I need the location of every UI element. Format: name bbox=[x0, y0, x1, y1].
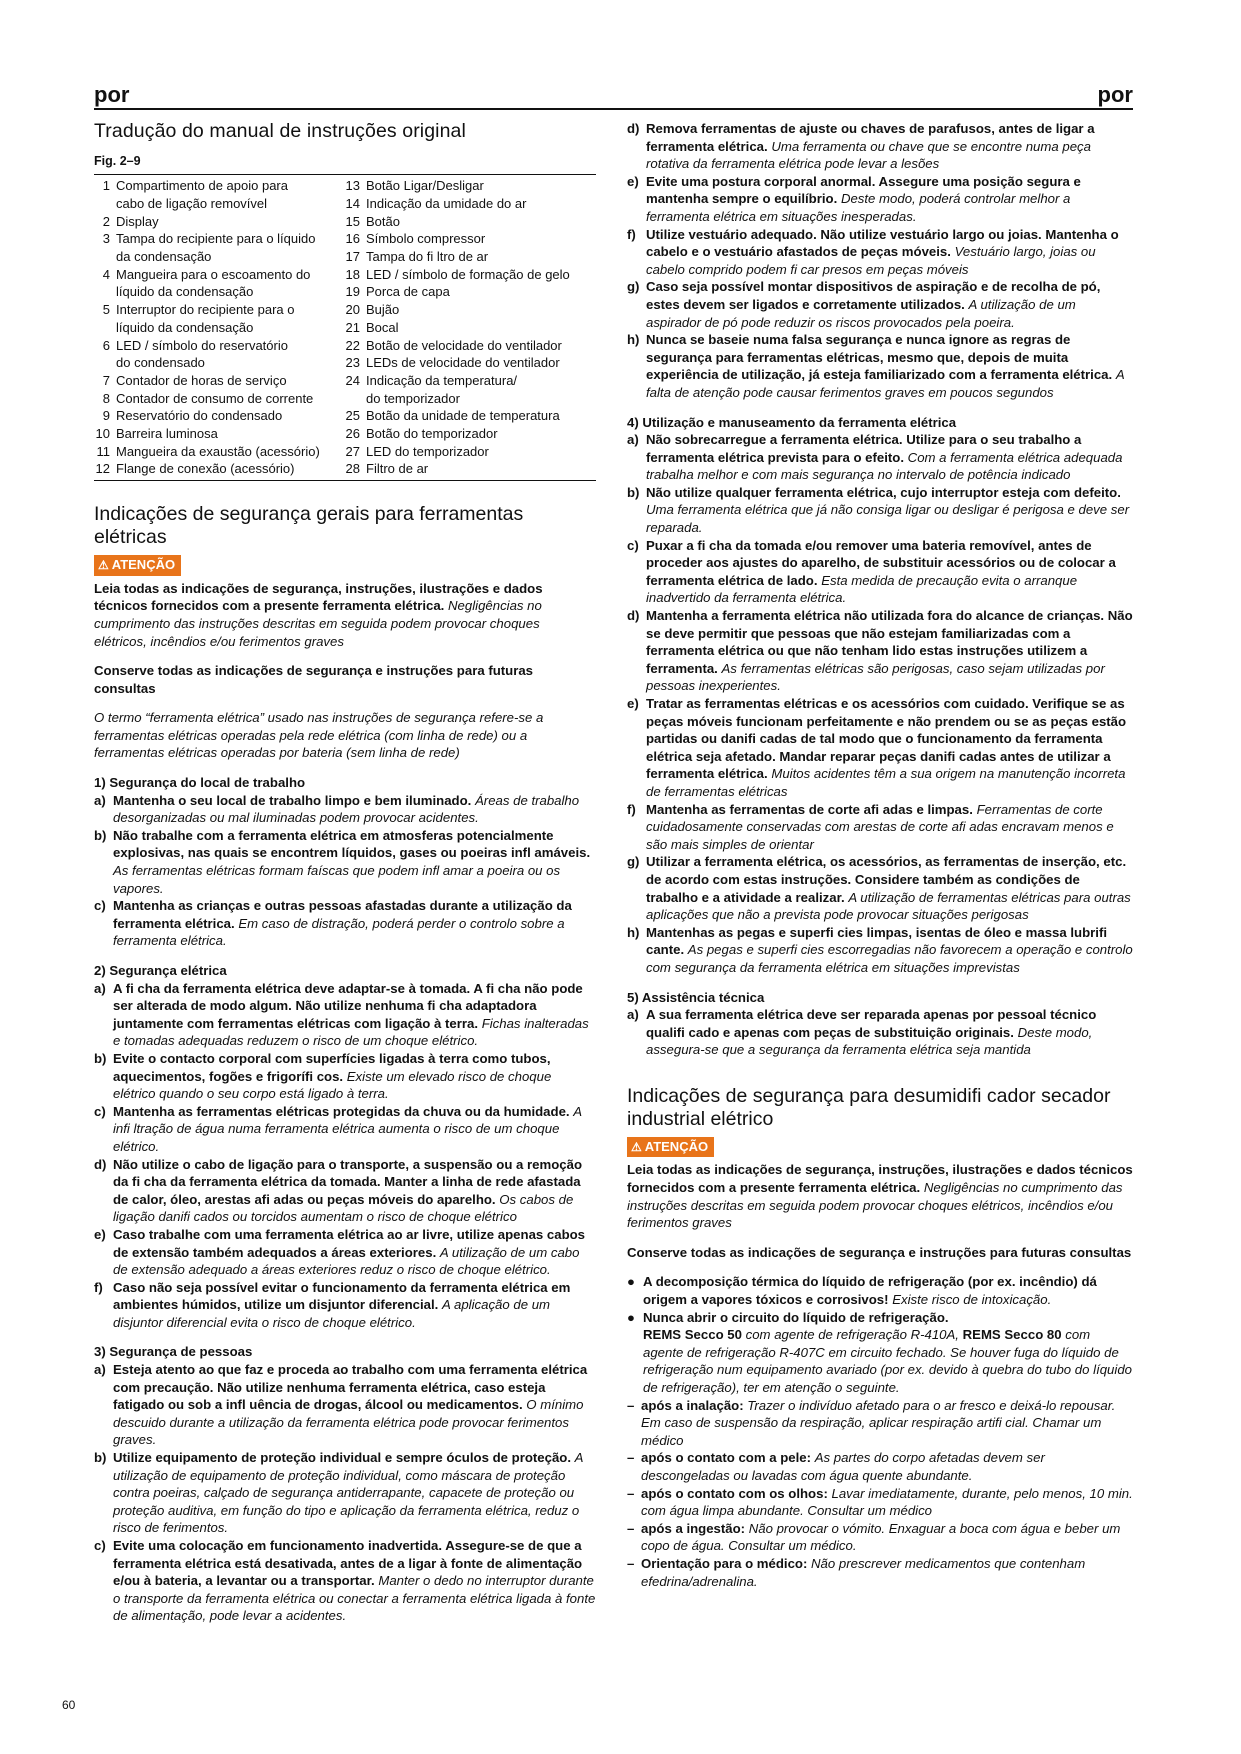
first-aid-item: – após a inalação: Trazer o indivíduo afetado para o ar fresco e deixá-lo repousar. Em caso de suspensão da respiração, aplicar respiração artifi cial. Chamar um médico bbox=[627, 1397, 1116, 1448]
figure-rule bbox=[94, 174, 596, 175]
general-term: O termo “ferramenta elétrica” usado nas instruções de segurança refere-se a ferramentas elétricas operadas pela rede elétrica (com linha de rede) ou a ferramentas elétricas operadas por bateria (sem linha de rede) bbox=[94, 710, 544, 761]
legend-row: 5 Interruptor do recipiente para o 20 Bujão bbox=[102, 302, 400, 318]
list-item: f) Caso não seja possível evitar o funcionamento da ferramenta elétrica em ambientes húmidos, utilize um disjuntor diferencial. A aplicação de um disjuntor diferencial evita o risco de choque elétrico. bbox=[94, 1279, 571, 1330]
list-item: b) Evite o contacto corporal com superfícies ligadas à terra como tubos, aquecimentos, fogões e frigorífi cos. Existe um elevado risco de choque elétrico quando o seu corpo está ligado à terra. bbox=[94, 1050, 552, 1102]
section-2-title: 2) Segurança elétrica bbox=[94, 963, 227, 979]
list-item: a) Esteja atento ao que faz e proceda ao trabalho com uma ferramenta elétrica com precaução. Não utilize nenhuma ferramenta elétrica, caso esteja fatigado ou sob a infl uência de drogas, álcool ou medicamentos. O mínimo descuido durante a utilização da ferramenta elétrica pode provocar ferimentos graves. bbox=[94, 1362, 588, 1448]
bullet-refrigerant-circuit: ● Nunca abrir o circuito do líquido de refrigeração. REMS Secco 50 com agente de refrigeração R-410A, REMS Secco 80 com agente de refrigeração R-407C em circuito fechado. Se houver fuga do líquido de refrigeração num equipamento avariado (por ex. devido à quebra do tubo do líquido de refrigeração), ter em atenção o seguinte. bbox=[627, 1309, 1132, 1395]
warning-badge: ⚠ ATENÇÃO bbox=[94, 555, 181, 576]
general-safety-heading: Indicações de segurança gerais para ferramentas elétricas bbox=[94, 503, 524, 549]
right-column bbox=[627, 120, 1133, 1590]
general-keep: Conserve todas as indicações de segurança e instruções para futuras consultas bbox=[94, 663, 534, 696]
section-5-list bbox=[627, 1006, 1133, 1059]
warning-icon: ⚠ bbox=[98, 558, 109, 573]
list-item: b) Não utilize qualquer ferramenta elétrica, cujo interruptor esteja com defeito. Uma ferramenta elétrica que já não consiga ligar ou desligar é perigosa e deve ser reparada. bbox=[627, 484, 1130, 536]
language-tag-right: por bbox=[1097, 82, 1133, 107]
page-number: 60 bbox=[62, 1698, 76, 1712]
list-item: b) Não trabalhe com a ferramenta elétrica em atmosferas potencialmente explosivas, nas quais se encontrem líquidos, gases ou poeiras infl amáveis. As ferramentas elétricas formam faíscas que podem infl amar a poeira ou os vapores. bbox=[94, 827, 591, 896]
legend-row: 10 Barreira luminosa 26 Botão do temporizador bbox=[95, 426, 498, 442]
list-item: f) Mantenha as ferramentas de corte afi adas e limpas. Ferramentas de corte cuidadosamente conservadas com arestas de corte afi adas encravam menos e são mais simples de orientar bbox=[627, 801, 1114, 852]
warning-icon: ⚠ bbox=[631, 1139, 642, 1154]
list-item: c) Puxar a fi cha da tomada e/ou remover uma bateria removível, antes de proceder aos ajustes do aparelho, de substituir acessórios ou de colocar a ferramenta elétrica de lado. Esta medida de precaução evita o arranque inadvertido da ferramenta elétrica. bbox=[627, 537, 1116, 606]
list-item: c) Mantenha as ferramentas elétricas protegidas da chuva ou da humidade. A infi ltração de água numa ferramenta elétrica aumenta o risco de um choque elétrico. bbox=[94, 1103, 582, 1154]
legend-row: 2 Display 15 Botão bbox=[102, 213, 400, 229]
left-column bbox=[94, 120, 596, 1625]
section-2-list bbox=[94, 980, 596, 1332]
list-item: g) Caso seja possível montar dispositivos de aspiração e de recolha de pó, estes devem ser ligados e corretamente utilizados. A utilização de um aspirador de pó pode reduzir os riscos provocados pela poeira. bbox=[627, 279, 1101, 330]
legend-row: 7 Contador de horas de serviço 24 Indicação da temperatura/ bbox=[102, 372, 518, 388]
header-rule bbox=[94, 108, 1133, 110]
first-aid-list bbox=[627, 1397, 1133, 1591]
warning-badge-2: ⚠ ATENÇÃO bbox=[627, 1137, 714, 1158]
list-item: f) Utilize vestuário adequado. Não utilize vestuário largo ou joias. Mantenha o cabelo e o vestuário afastados de peças móveis. Vestuário largo, joias ou cabelo comprido podem fi car presos em peças móveis bbox=[627, 226, 1119, 277]
legend-row: líquido da condensação 21 Bocal bbox=[116, 319, 399, 335]
list-item: a) A fi cha da ferramenta elétrica deve adaptar-se à tomada. A fi cha não pode ser alterada de modo algum. Não utilize nenhuma fi cha adaptadora juntamente com ferramentas elétricas com ligação à terra. Fichas inalteradas e tomadas adequadas reduzem o risco de um choque elétrico. bbox=[94, 980, 589, 1049]
list-item: d) Não utilize o cabo de ligação para o transporte, a suspensão ou a remoção da fi cha da ferramenta elétrica da tomada. Manter a linha de rede afastada de calor, óleo, arestas afi adas ou peças móveis do aparelho. Os cabos de ligação danifi cados ou torcidos aumentam o risco de choque elétrico bbox=[94, 1156, 583, 1225]
legend-row: 1 Compartimento de apoio para 13 Botão Ligar/Desligar bbox=[102, 178, 484, 194]
section-1-list bbox=[94, 792, 596, 950]
legend-row: líquido da condensação 19 Porca de capa bbox=[116, 284, 450, 300]
list-item: a) Mantenha o seu local de trabalho limpo e bem iluminado. Áreas de trabalho desorganizadas ou mal iluminadas podem provocar acidentes. bbox=[94, 792, 580, 826]
list-item: b) Utilize equipamento de proteção individual e sempre óculos de proteção. A utilização de equipamento de proteção individual, como máscara de proteção contra poeiras, calçado de segurança antiderrapante, capacete de proteção ou proteção auditiva, em função do tipo e aplicação da ferramenta elétrica, reduz o risco de ferimentos. bbox=[94, 1450, 583, 1536]
list-item: e) Caso trabalhe com uma ferramenta elétrica ao ar livre, utilize apenas cabos de extensão também adequados a áreas exteriores. A utilização de um cabo de extensão adequado a áreas exteriores reduz o risco de choque elétrico. bbox=[94, 1226, 586, 1278]
general-intro: Leia todas as indicações de segurança, instruções, ilustrações e dados técnicos fornecidos com a presente ferramenta elétrica. Negligências no cumprimento das instruções descritas em seguida podem provocar choques elétricos, incêndios e/ou ferimentos graves bbox=[94, 580, 543, 649]
page-title: Tradução do manual de instruções original bbox=[94, 120, 466, 142]
legend-row: 8 Contador de consumo de corrente do temporizador bbox=[102, 390, 460, 406]
section-1-title: 1) Segurança do local de trabalho bbox=[94, 775, 306, 791]
section-3-continued bbox=[627, 120, 1133, 402]
legend-row: da condensação 17 Tampa do fi ltro de ar bbox=[116, 249, 489, 264]
legend-row: 11 Mangueira da exaustão (acessório) 27 LED do temporizador bbox=[96, 443, 489, 459]
list-item: d) Mantenha a ferramenta elétrica não utilizada fora do alcance de crianças. Não se deve permitir que pessoas que não estejam familiarizadas com a ferramenta elétrica ou que não tenham lido estas instruções utilizem a ferramenta. As ferramentas elétricas são perigosas, caso sejam utilizadas por pessoas inexperientes. bbox=[627, 608, 1133, 694]
list-item: a) A sua ferramenta elétrica deve ser reparada apenas por pessoal técnico qualifi cado e apenas com peças de substituição originais. Deste modo, assegura-se que a segurança da ferramenta elétrica seja mantida bbox=[627, 1007, 1097, 1058]
list-item: c) Mantenha as crianças e outras pessoas afastadas durante a utilização da ferramenta elétrica. Em caso de distração, poderá perder o controlo sobre a ferramenta elétrica. bbox=[94, 898, 572, 949]
legend-row: 12 Flange de conexão (acessório) 28 Filtro de ar bbox=[95, 461, 429, 477]
legend-row: 3 Tampa do recipiente para o líquido 16 Símbolo compressor bbox=[102, 231, 486, 247]
figure-bottom-rule bbox=[94, 480, 596, 481]
list-item: h) Nunca se baseie numa falsa segurança e nunca ignore as regras de segurança para ferramentas elétricas, mesmo que, depois de muita experiência de utilização, já esteja familiarizado com a ferramenta elétrica. A falta de atenção pode causar ferimentos graves em poucos segundos bbox=[627, 332, 1125, 400]
list-item: e) Tratar as ferramentas elétricas e os acessórios com cuidado. Verifique se as peças móveis funcionam perfeitamente e não prendem ou se as peças estão partidas ou danifi cadas de tal modo que o funcionamento da ferramenta elétrica seja afetado. Mandar reparar peças danifi cadas antes de utilizar a ferramenta elétrica. Muitos acidentes têm a sua origem na manutenção incorreta de ferramentas elétricas bbox=[627, 696, 1127, 799]
list-item: a) Não sobrecarregue a ferramenta elétrica. Utilize para o seu trabalho a ferramenta elétrica prevista para o efeito. Com a ferramenta elétrica adequada trabalha melhor e com mais segurança no intervalo de potência indicado bbox=[627, 432, 1123, 483]
first-aid-item: – Orientação para o médico: Não prescrever medicamentos que contenham efedrina/adrenalina. bbox=[627, 1555, 1086, 1589]
section-3-title: 3) Segurança de pessoas bbox=[94, 1344, 253, 1360]
legend-row: 9 Reservatório do condensado 25 Botão da unidade de temperatura bbox=[102, 408, 560, 424]
figure-label: Fig. 2–9 bbox=[94, 153, 141, 168]
list-item: e) Evite uma postura corporal anormal. Assegure uma posição segura e mantenha sempre o equilíbrio. Deste modo, poderá controlar melhor a ferramenta elétrica em situações inesperadas. bbox=[627, 173, 1081, 224]
first-aid-item: – após o contato com a pele: As partes do corpo afetadas devem ser descongeladas ou lavadas com água quente abundante. bbox=[627, 1450, 1045, 1483]
dehumidifier-safety-heading: Indicações de segurança para desumidifi cador secador industrial elétrico bbox=[627, 1084, 1111, 1130]
first-aid-item: – após o contato com os olhos: Lavar imediatamente, durante, pelo menos, 10 min. com água limpa abundante. Consultar um médico bbox=[627, 1485, 1133, 1519]
list-item: d) Remova ferramentas de ajuste ou chaves de parafusos, antes de ligar a ferramenta elétrica. Uma ferramenta ou chave que se encontre numa peça rotativa da ferramenta elétrica pode levar a lesões bbox=[627, 121, 1095, 172]
section-4-title: 4) Utilização e manuseamento da ferramenta elétrica bbox=[627, 414, 957, 430]
dehumid-keep: Conserve todas as indicações de segurança e instruções para futuras consultas bbox=[627, 1244, 1132, 1260]
language-tag-left: por bbox=[94, 82, 130, 107]
section-4-list bbox=[627, 431, 1133, 976]
list-item: c) Evite uma colocação em funcionamento inadvertida. Assegure-se de que a ferramenta elétrica está desativada, antes de a ligar à fonte de alimentação e/ou à bateria, a levantar ou a transportar. Manter o dedo no interruptor durante o transporte da ferramenta elétrica ou conectar a ferramenta elétrica ligada à fonte de alimentação, pode levar a acidentes. bbox=[94, 1538, 596, 1624]
list-item: h) Mantenhas as pegas e superfi cies limpas, isentas de óleo e massa lubrifi cante. As pegas e superfi cies escorregadias não favorecem a operação e controlo com segurança da ferramenta elétrica em situações imprevistas bbox=[627, 924, 1133, 975]
bullet-decomposition: ● A decomposição térmica do líquido de refrigeração (por ex. incêndio) dá origem a vapores tóxicos e corrosivos! Existe risco de intoxicação. bbox=[627, 1274, 1097, 1308]
figure-legend bbox=[94, 177, 596, 478]
dehumid-intro: Leia todas as indicações de segurança, instruções, ilustrações e dados técnicos fornecidos com a presente ferramenta elétrica. Negligências no cumprimento das instruções descritas em seguida podem provocar choques elétricos, incêndios e/ou ferimentos graves bbox=[627, 1162, 1133, 1231]
legend-row: do condensado 23 LEDs de velocidade do ventilador bbox=[116, 355, 560, 371]
list-item: g) Utilizar a ferramenta elétrica, os acessórios, as ferramentas de inserção, etc. de acordo com estas instruções. Considere também as condições de trabalho e a atividade a realizar. A utilização de ferramentas elétricas para outras aplicações que não a prevista pode provocar situações perigosas bbox=[627, 854, 1131, 923]
legend-row: 6 LED / símbolo do reservatório 22 Botão de velocidade do ventilador bbox=[102, 337, 562, 353]
legend-row: 4 Mangueira para o escoamento do 18 LED / símbolo de formação de gelo bbox=[102, 266, 570, 282]
first-aid-item: – após a ingestão: Não provocar o vómito. Enxaguar a boca com água e beber um copo de água. Consultar um médico. bbox=[627, 1520, 1121, 1554]
section-3-list bbox=[94, 1361, 596, 1625]
section-5-title: 5) Assistência técnica bbox=[627, 989, 765, 1005]
legend-row: cabo de ligação removível 14 Indicação da umidade do ar bbox=[116, 195, 527, 211]
